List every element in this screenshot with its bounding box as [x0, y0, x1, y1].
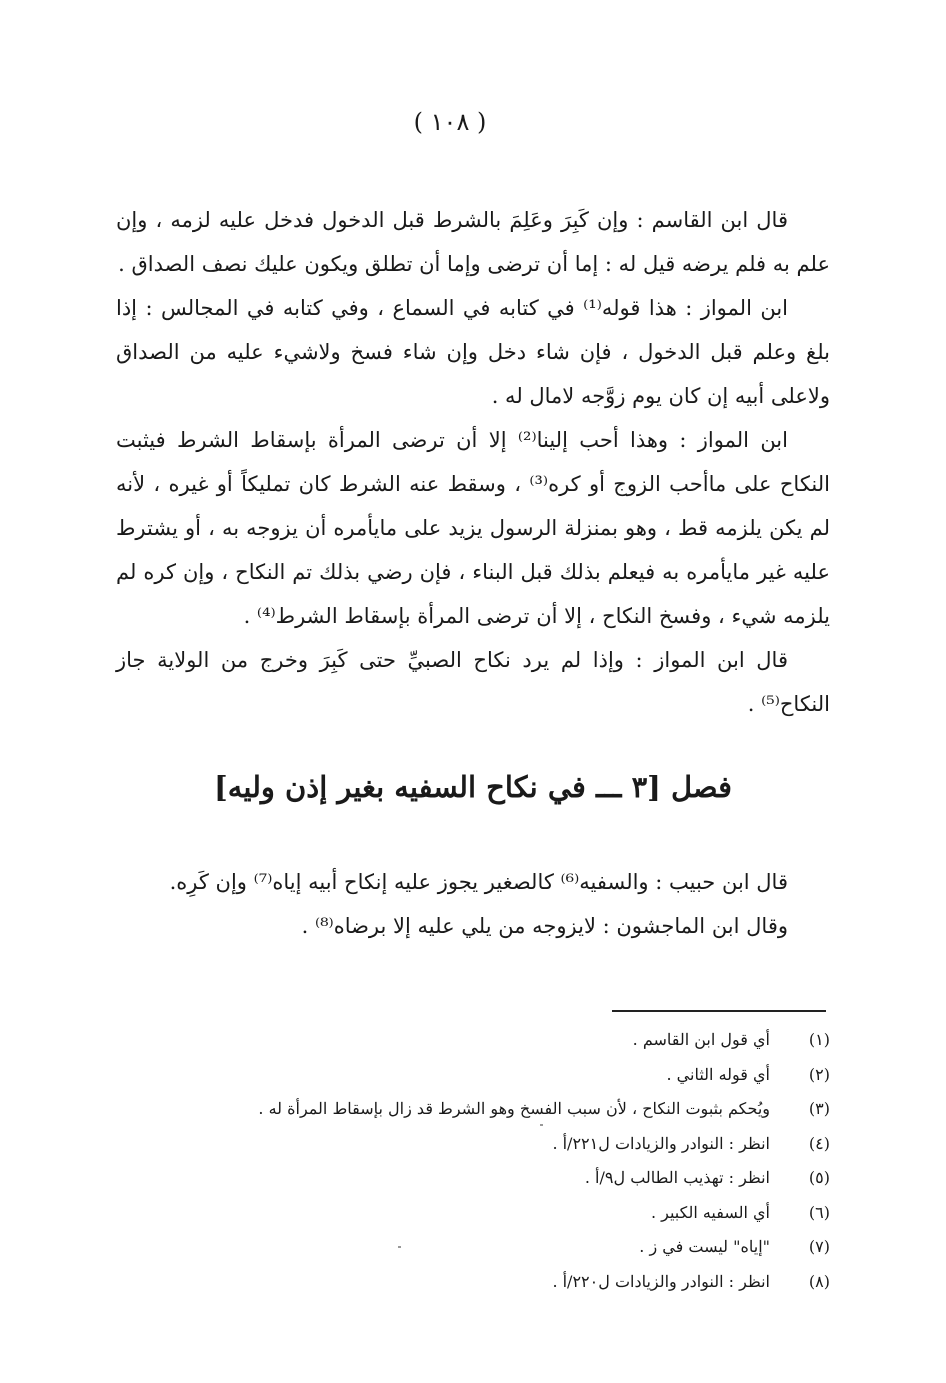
footnote	[140, 1168, 830, 1203]
footnote	[140, 1030, 830, 1065]
scan-speck	[398, 1246, 401, 1248]
paragraph: قال ابن القاسم : وإن كَبِرَ وعَلِمَ بالشرط قبل الدخول فدخل عليه لزمه ، وإن علم به فلم يرضه قيل له : إما أن ترضى وإما أن تطلق ويكون عليك نصف الصداق .	[116, 208, 830, 276]
footnote	[140, 1237, 830, 1272]
paragraph: ابن المواز : هذا قوله⁽¹⁾ في كتابه في السماع ، وفي كتابه في المجالس : إذا بلغ وعلم قبل الدخول ، فإن شاء دخل وإن شاء فسخ ولاشيء عليه من الصداق ولاعلى أبيه إن كان يوم زوَّجه لامال له .	[116, 296, 830, 408]
footnote-number: (٥)	[808, 1168, 830, 1187]
footnote-text: أي قوله الثاني .	[666, 1064, 770, 1084]
footnote	[140, 1272, 830, 1307]
footnote-number: (٣)	[808, 1099, 830, 1118]
footnote-text: أي قول ابن القاسم .	[632, 1030, 770, 1049]
footnote-text: انظر : النوادر والزيادات ل٢٢٠/أ .	[552, 1271, 770, 1291]
footnotes	[140, 1030, 830, 1306]
footnote-text: انظر : تهذيب الطالب ل٩/أ .	[584, 1168, 770, 1187]
main-text	[116, 198, 830, 726]
scan-speck	[540, 1124, 543, 1126]
section-text	[116, 860, 830, 948]
footnote	[140, 1203, 830, 1238]
footnote-number: (١)	[808, 1030, 830, 1049]
footnote-number: (٢)	[808, 1064, 830, 1084]
section-heading: فصل [٣ ـــ في نكاح السفيه بغير إذن وليه]	[214, 770, 732, 804]
footnote-number: (٤)	[808, 1133, 830, 1153]
footnote-divider	[612, 1010, 826, 1012]
page-number: ( ١٠٨ )	[413, 108, 487, 136]
footnote-number: (٦)	[808, 1202, 830, 1222]
paragraph: وقال ابن الماجشون : لايزوجه من يلي عليه إلا برضاه⁽⁸⁾ .	[301, 914, 788, 938]
footnote	[140, 1065, 830, 1100]
footnote-text: ويُحكم بثبوت النكاح ، لأن سبب الفسخ وهو الشرط قد زال بإسقاط المرأة له .	[258, 1099, 770, 1118]
paragraph: ابن المواز : وهذا أحب إلينا⁽²⁾ إلا أن ترضى المرأة بإسقاط الشرط فيثبت النكاح على ماأحب الزوج أو كره⁽³⁾ ، وسقط عنه الشرط كان تمليكاً أو غيره ، لأنه لم يكن يلزمه قط ، وهو بمنزلة الرسول يزيد على مايأمره أن يزوجه به ، أو يشترط عليه غير مايأمره به فيعلم بذلك قبل البناء ، فإن رضي بذلك تم النكاح ، وإن كره لم يلزمه شيء ، وفسخ النكاح ، إلا أن ترضى المرأة بإسقاط الشرط⁽⁴⁾ .	[116, 428, 830, 628]
footnote	[140, 1099, 830, 1134]
paragraph: قال ابن المواز : وإذا لم يرد نكاح الصبيِّ حتى كَبِرَ وخرج من الولاية جاز النكاح⁽⁵⁾ .	[116, 648, 830, 716]
paragraph: قال ابن حبيب : والسفيه⁽⁶⁾ كالصغير يجوز عليه إنكاح أبيه إياه⁽⁷⁾ وإن كَرِه.	[169, 870, 788, 894]
footnote-number: (٧)	[808, 1237, 830, 1256]
footnote-text: "إياه" ليست في ز .	[639, 1237, 770, 1256]
footnote-number: (٨)	[808, 1271, 830, 1291]
footnote-text: انظر : النوادر والزيادات ل٢٢١/أ .	[552, 1133, 770, 1153]
footnote-text: أي السفيه الكبير .	[650, 1202, 770, 1222]
footnote	[140, 1134, 830, 1169]
